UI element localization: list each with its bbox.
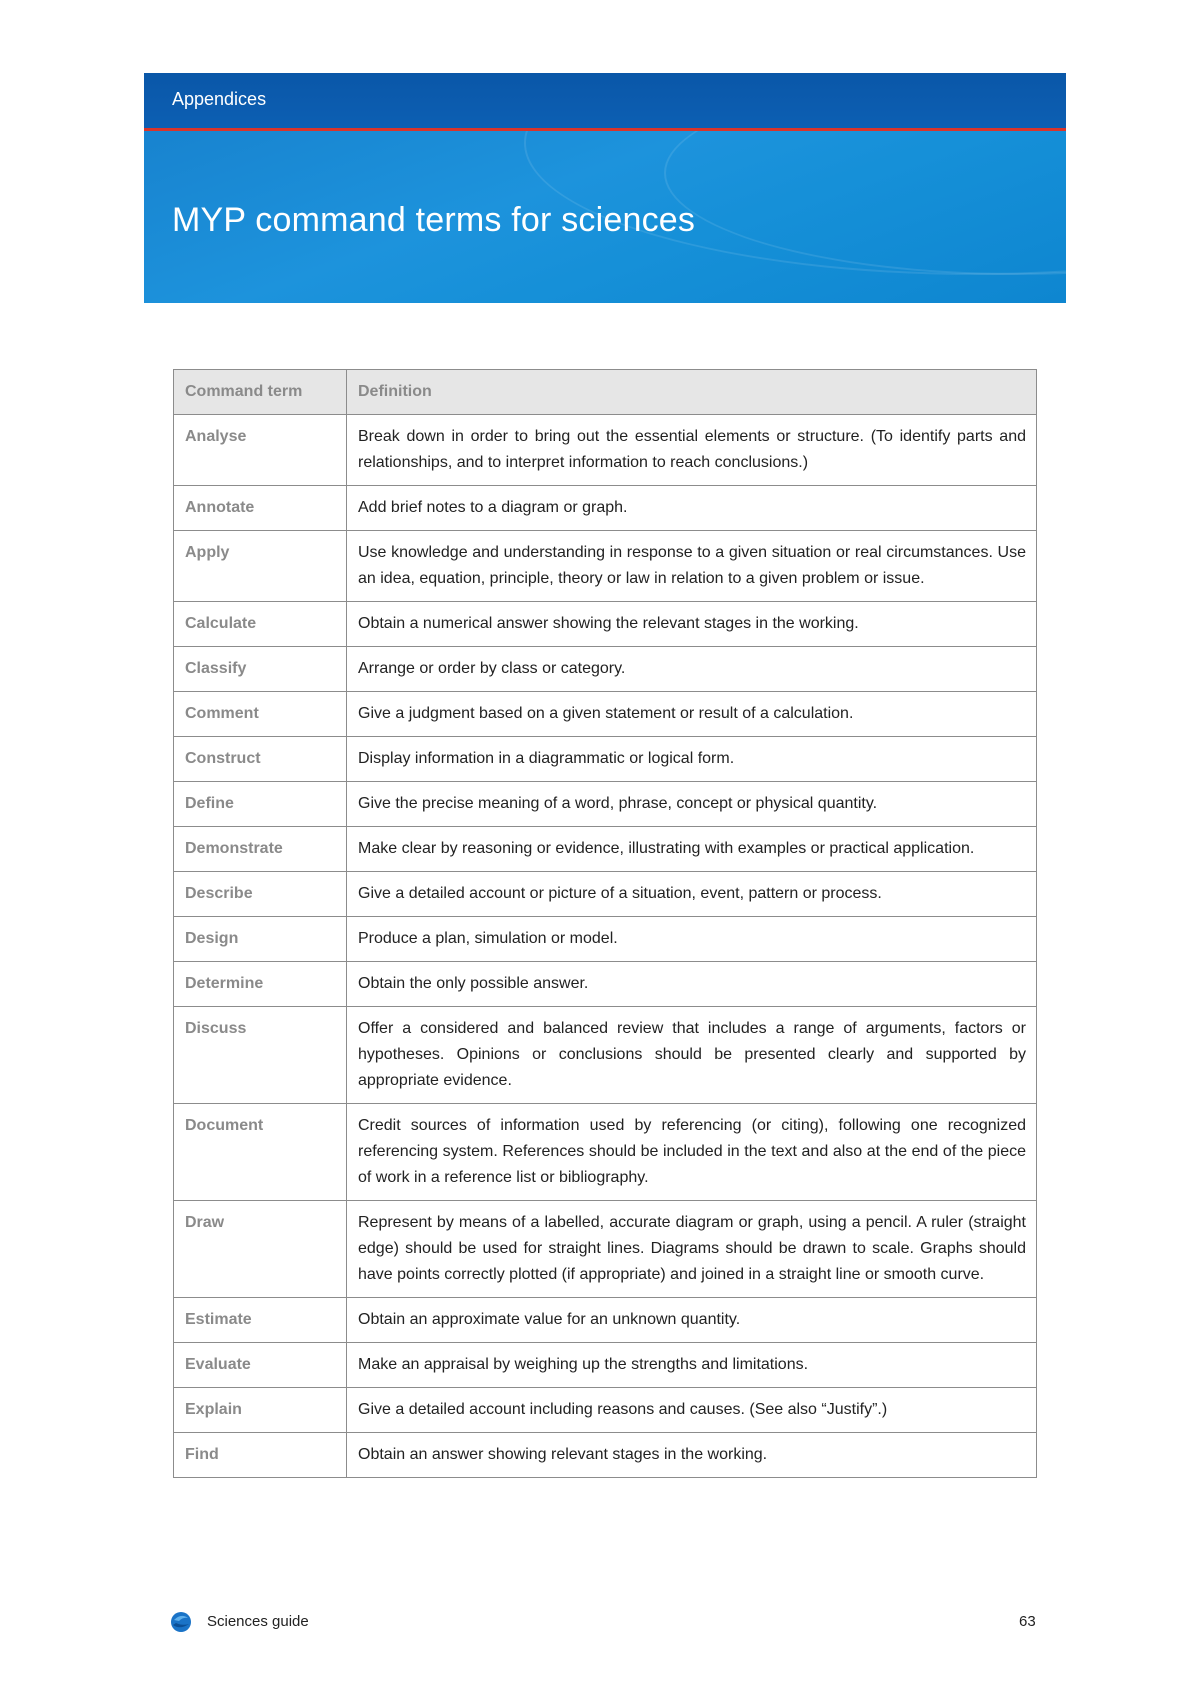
command-term: Demonstrate <box>174 827 347 872</box>
command-term: Define <box>174 782 347 827</box>
page-title: MYP command terms for sciences <box>172 201 696 239</box>
command-term: Classify <box>174 647 347 692</box>
command-term: Calculate <box>174 602 347 647</box>
table-row <box>174 962 1037 1007</box>
command-term: Draw <box>174 1201 347 1298</box>
table-row <box>174 1388 1037 1433</box>
term-definition: Break down in order to bring out the essential elements or structure. (To identify parts and relationships, and to interpret information to reach conclusions.) <box>347 415 1037 486</box>
term-definition: Arrange or order by class or category. <box>347 647 1037 692</box>
table-row <box>174 692 1037 737</box>
command-term: Describe <box>174 872 347 917</box>
command-term: Determine <box>174 962 347 1007</box>
command-term: Estimate <box>174 1298 347 1343</box>
table-row <box>174 647 1037 692</box>
table-row <box>174 486 1037 531</box>
term-definition: Produce a plan, simulation or model. <box>347 917 1037 962</box>
command-term: Discuss <box>174 1007 347 1104</box>
term-definition: Obtain a numerical answer showing the relevant stages in the working. <box>347 602 1037 647</box>
command-term: Explain <box>174 1388 347 1433</box>
term-definition: Offer a considered and balanced review that includes a range of arguments, factors or hypotheses. Opinions or conclusions should be presented clearly and supported by appropriate evidence. <box>347 1007 1037 1104</box>
table-row <box>174 602 1037 647</box>
command-term: Evaluate <box>174 1343 347 1388</box>
command-term: Find <box>174 1433 347 1478</box>
term-definition: Obtain the only possible answer. <box>347 962 1037 1007</box>
table-row <box>174 872 1037 917</box>
term-definition: Make an appraisal by weighing up the strengths and limitations. <box>347 1343 1037 1388</box>
term-definition: Give a detailed account or picture of a situation, event, pattern or process. <box>347 872 1037 917</box>
term-definition: Obtain an answer showing relevant stages in the working. <box>347 1433 1037 1478</box>
term-definition: Credit sources of information used by referencing (or citing), following one recognized referencing system. References should be included in the text and also at the end of the piece of work in a reference list or bibliography. <box>347 1104 1037 1201</box>
term-definition: Add brief notes to a diagram or graph. <box>347 486 1037 531</box>
command-term: Apply <box>174 531 347 602</box>
table-row <box>174 415 1037 486</box>
title-banner <box>144 131 1066 303</box>
term-definition: Use knowledge and understanding in response to a given situation or real circumstances. Use an idea, equation, principle, theory or law in relation to a given problem or issue. <box>347 531 1037 602</box>
table-row <box>174 737 1037 782</box>
section-label: Appendices <box>172 89 267 109</box>
table-row <box>174 917 1037 962</box>
table-row <box>174 1201 1037 1298</box>
section-banner <box>144 73 1066 128</box>
table-row <box>174 1343 1037 1388</box>
decorative-wave <box>664 131 1066 275</box>
page-number: 63 <box>1019 1613 1036 1630</box>
table-row <box>174 1433 1037 1478</box>
table-row <box>174 1104 1037 1201</box>
table-row <box>174 827 1037 872</box>
term-definition: Represent by means of a labelled, accurate diagram or graph, using a pencil. A ruler (straight edge) should be used for straight lines. Diagrams should be drawn to scale. Graphs should have points correctly plotted (if appropriate) and joined in a straight line or smooth curve. <box>347 1201 1037 1298</box>
command-term: Construct <box>174 737 347 782</box>
ib-logo-icon <box>170 1611 192 1633</box>
term-definition: Give the precise meaning of a word, phrase, concept or physical quantity. <box>347 782 1037 827</box>
table-body <box>174 415 1037 1478</box>
table-row <box>174 531 1037 602</box>
table-header-row <box>174 370 1037 415</box>
table-row <box>174 1298 1037 1343</box>
term-definition: Display information in a diagrammatic or logical form. <box>347 737 1037 782</box>
column-header-term: Command term <box>174 370 347 415</box>
term-definition: Give a judgment based on a given statement or result of a calculation. <box>347 692 1037 737</box>
command-term: Comment <box>174 692 347 737</box>
column-header-definition: Definition <box>347 370 1037 415</box>
command-term: Analyse <box>174 415 347 486</box>
command-term: Document <box>174 1104 347 1201</box>
command-term: Design <box>174 917 347 962</box>
term-definition: Make clear by reasoning or evidence, illustrating with examples or practical application. <box>347 827 1037 872</box>
footer-guide-title: Sciences guide <box>207 1613 309 1630</box>
command-term: Annotate <box>174 486 347 531</box>
command-terms-table <box>173 369 1037 1478</box>
table-row <box>174 1007 1037 1104</box>
term-definition: Give a detailed account including reasons and causes. (See also “Justify”.) <box>347 1388 1037 1433</box>
table-row <box>174 782 1037 827</box>
term-definition: Obtain an approximate value for an unknown quantity. <box>347 1298 1037 1343</box>
